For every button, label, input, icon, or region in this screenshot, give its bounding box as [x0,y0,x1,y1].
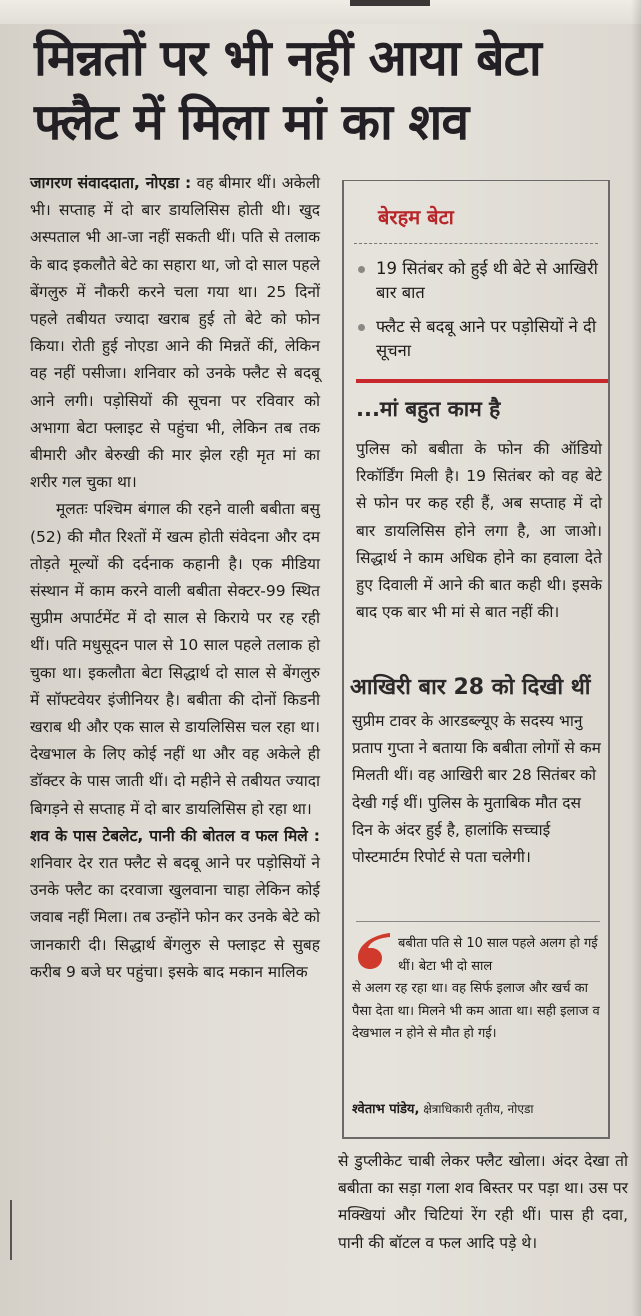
top-strip [0,0,641,24]
red-divider-bar [356,379,608,383]
page-edge-shadow [631,0,641,1316]
top-strip-mark [350,0,430,6]
margin-mark [10,1200,12,1260]
sidebar-subhead-2: आखिरी बार 28 को दिखी थीं [350,675,591,700]
quote-divider [356,921,600,922]
headline [34,26,624,154]
quote-first-lines: बबीता पति से 10 साल पहले अलग हो गई थीं। बेटा भी दो साल [398,936,598,974]
sidebar-subhead-1: ...मां बहुत काम है [356,397,501,421]
sidebar-box [342,180,610,1139]
bullet-item [358,257,602,305]
sidebar-body-2: सुप्रीम टावर के आरडब्ल्यूए के सदस्य भानु प्रताप गुप्ता ने बताया कि बबीता लोगों से कम मिलती थीं। वह आखिरी बार 28 सितंबर को देखी गई थीं। पुलिस के मुताबिक मौत दस दिन के अंदर हुई है, हालांकि सच्चाई पोस्टमार्टम रिपोर्ट से पता चलेगी। [352,712,601,867]
official-quote [352,933,600,1046]
quote-attribution [352,1099,600,1117]
bullet-dot-icon [358,324,365,331]
article-paragraph-2: मूलतः पश्चिम बंगाल की रहने वाली बबीता बसु (52) की मौत रिश्तों में खत्म होती संवेदना और दम तोड़ते मूल्यों की दर्दनाक कहानी है। एक मीडिया संस्थान में काम करने वाली बबीता सेक्टर-99 स्थित सुप्रीम अपार्टमेंट में दो साल से किराये पर रह रही थीं। पति मधुसूदन पाल से 10 साल पहले तलाक हो चुका था। इकलौता बेटा सिद्धार्थ दो साल से बेंगलुरु में सॉफ्टवेयर इंजीनियर है। बबीता की दोनों किडनी खराब थी और एक साल से डायलिसिस चल रहा था। देखभाल के लिए कोई नहीं था और वह अकेले ही डॉक्टर के पास जाती थीं। दो महीने से तबीयत ज्यादा बिगड़ने से सप्ताह में दो बार डायलिसिस हो रहा था। [30,500,320,818]
quote-rest: से अलग रह रहा था। वह सिर्फ इलाज और खर्च का पैसा देता था। मिलने भी कम आता था। सही इलाज व देखभाल न होने से मौत हो गई। [352,981,600,1041]
paragraph-3-text: शनिवार देर रात फ्लैट से बदबू आने पर पड़ोसियों ने उनके फ्लैट का दरवाजा खुलवाना चाहा लेकिन कोई जवाब नहीं मिला। तब उन्होंने फोन कर उनके बेटे को जानकारी दी। सिद्धार्थ बेंगलुरु से फ्लाइट से सुबह करीब 9 बजे घर पहुंचा। इसके बाद मकान मालिक [30,854,320,981]
sidebar-bullet-list [358,257,602,373]
quote-role: क्षेत्राधिकारी तृतीय, नोएडा [419,1102,534,1116]
bullet-dot-icon [358,266,365,273]
subhead: शव के पास टेबलेट, पानी की बोतल व फल मिले : [30,826,320,845]
byline: जागरण संवाददाता, नोएडा : [30,174,192,192]
bullet-text: फ्लैट से बदबू आने पर पड़ोसियों ने दी सूचना [376,317,597,360]
headline-line-2: फ्लैट में मिला मां का शव [34,93,469,151]
quote-name: श्वेताभ पांडेय, [352,1102,420,1117]
sidebar-divider [354,243,598,244]
article-paragraph-1 [30,170,320,496]
bullet-text: 19 सितंबर को हुई थी बेटे से आखिरी बार बात [376,259,598,302]
article-paragraph-3 [30,823,320,986]
paragraph-1-text: वह बीमार थीं। अकेली भी। सप्ताह में दो बार डायलिसिस होती थी। खुद अस्पताल भी आ-जा नहीं सकती थीं। पति से तलाक के बाद इकलौते बेटे का सहारा था, जो दो साल पहले बेंगलुरु में नौकरी करने चला गया था। 25 दिनों पहले तबीयत ज्यादा खराब हुई तो बेटे को फोन किया। रोती हुई नोएडा आने की मिन्नतें कीं, लेकिन वह नहीं पसीजा। शनिवार को उनके फ्लैट से बदबू आने लगी। पड़ोसियों की सूचना पर रविवार को अभागा बेटा फ्लाइट से पहुंचा भी, लेकिन तब तक बीमारी और बेरुखी की मार झेल रही मृत मां का शरीर गल चुका था। [30,174,320,492]
main-article-column [30,170,320,986]
article-continuation: से डुप्लीकेट चाबी लेकर फ्लैट खोला। अंदर देखा तो बबीता का सड़ा गला शव बिस्तर पर पड़ा था। उस पर मक्खियां और चिटियां रेंग रही थीं। पास ही दवा, पानी की बॉटल व फल आदि पड़े थे। [338,1152,628,1252]
bullet-item [358,315,602,363]
headline-line-1: मिन्नतों पर भी नहीं आया बेटा [34,29,541,87]
sidebar-body-1: पुलिस को बबीता के फोन की ऑडियो रिकॉर्डिंग मिली है। 19 सितंबर को वह बेटे से फोन पर कह रही हैं, अब सप्ताह में दो बार डायलिसिस होने लगा है, आ जाओ। सिद्धार्थ ने काम अधिक होने का हवाला देते हुए दिवाली में आने की बात कही थी। इसके बाद एक बार भी मां से बात नहीं की। [356,440,602,622]
sidebar-title: बेरहम बेटा [378,205,454,229]
